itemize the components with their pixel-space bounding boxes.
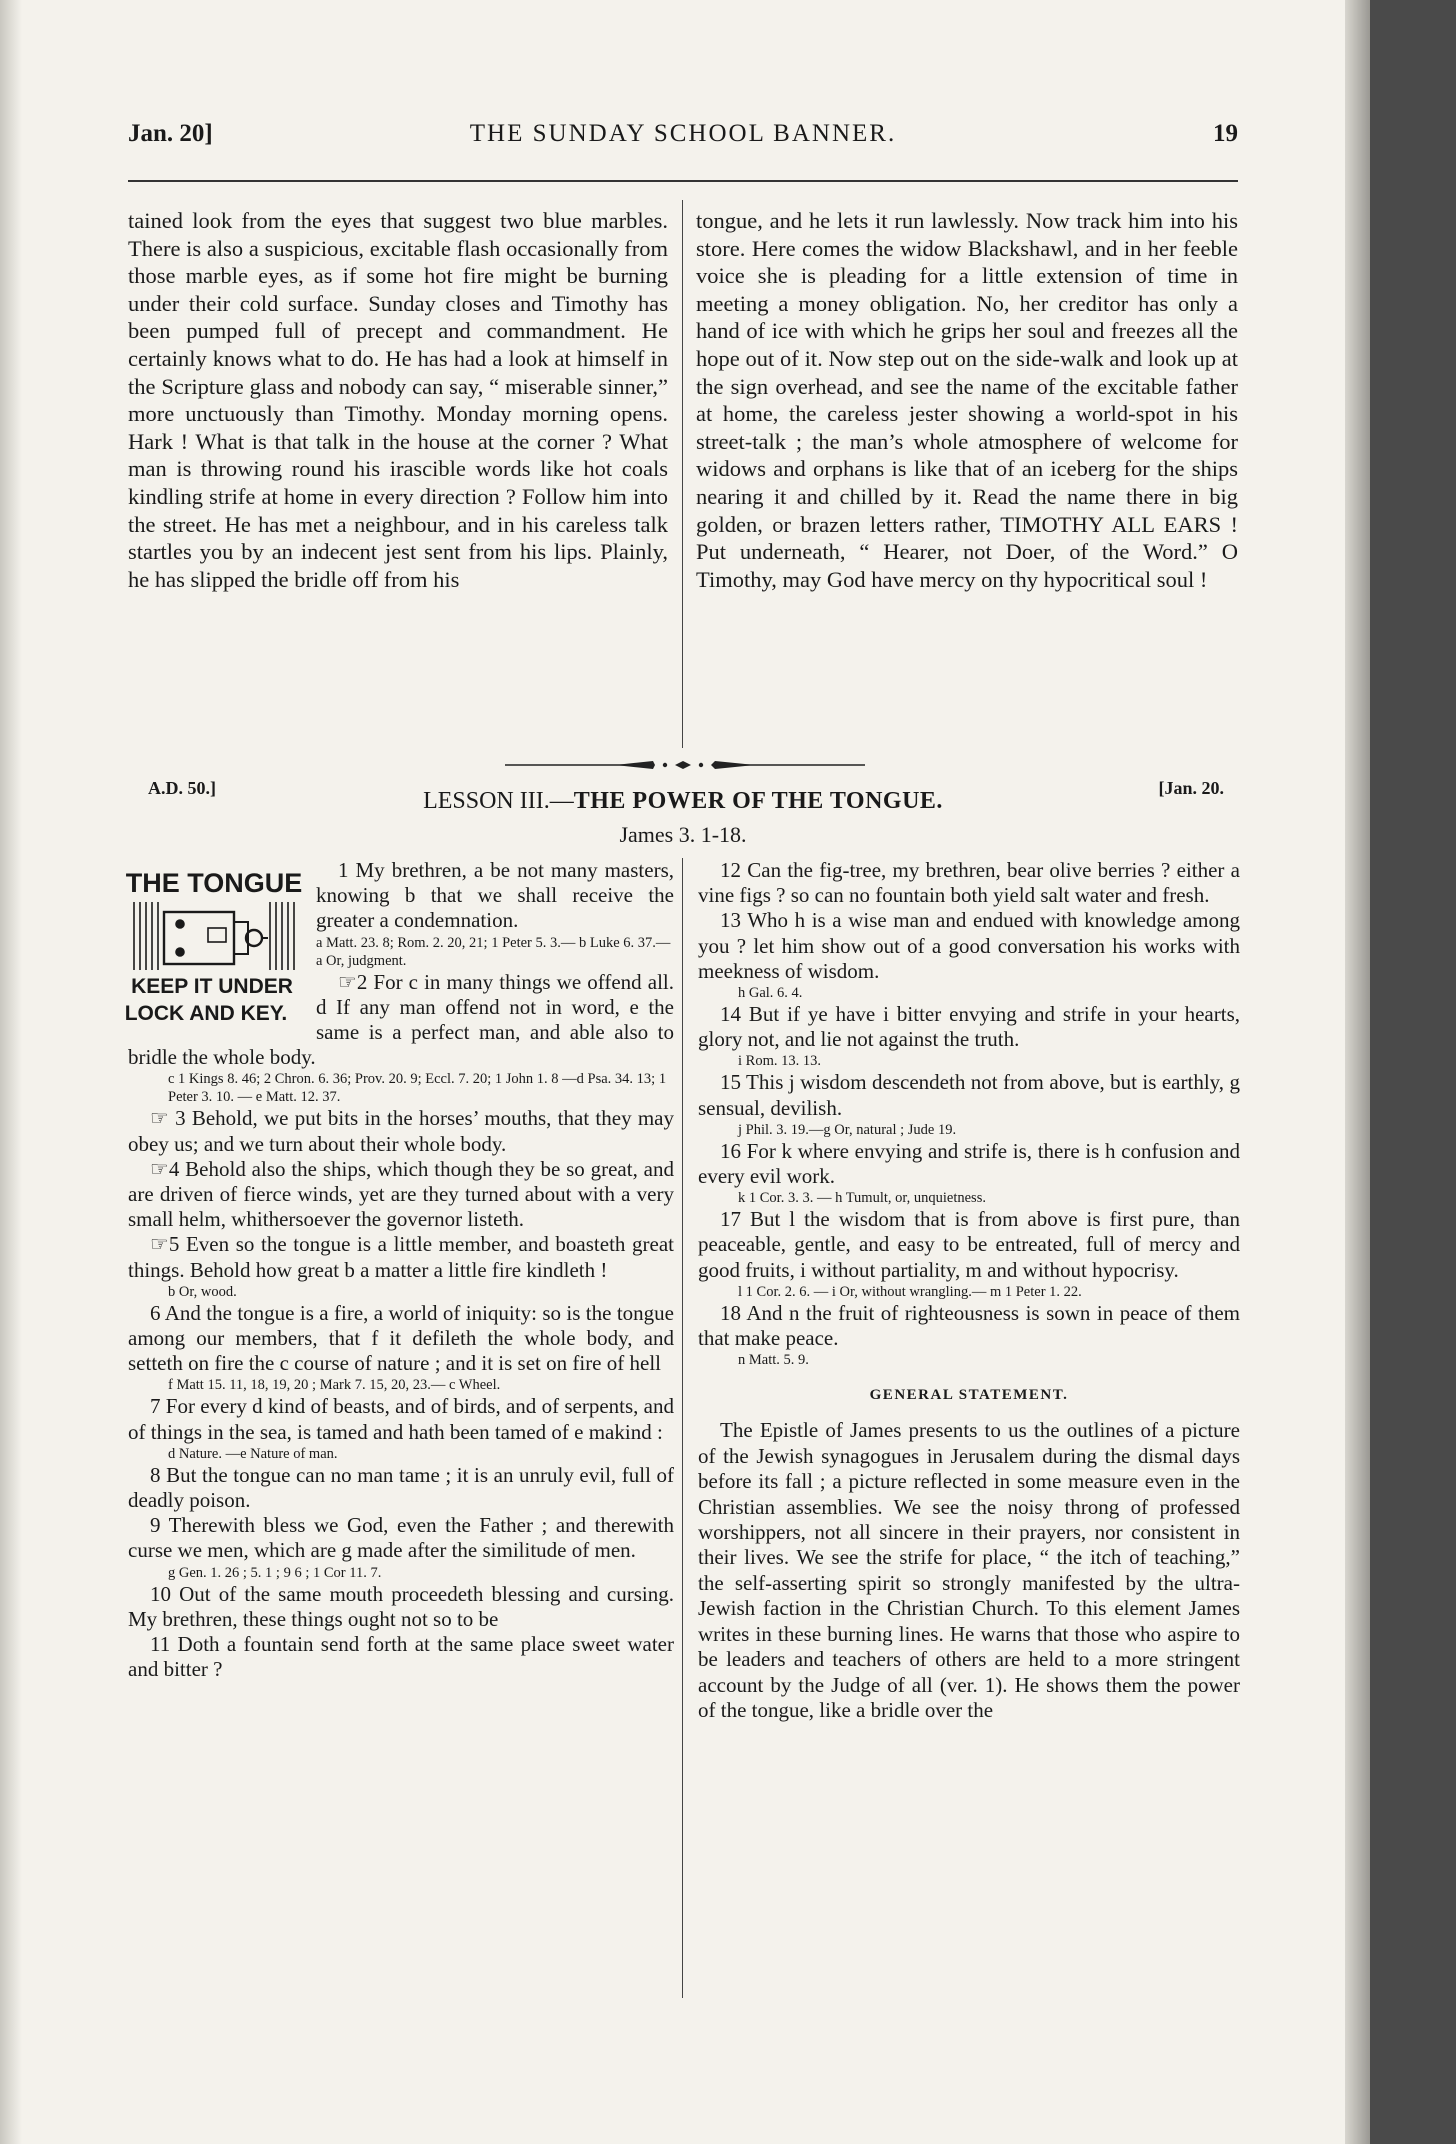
article-column-right bbox=[696, 207, 1238, 593]
verse-text: 1 My brethren, a be not many masters, knowing b that we shall receive the greater a condemnation. bbox=[316, 858, 674, 933]
verse-text: 7 For every d kind of beasts, and of birds, and of serpents, and of things in the sea, is tamed and hath been tamed of e makind : bbox=[128, 1394, 674, 1444]
verse-footnote: f Matt 15. 11, 18, 19, 20 ; Mark 7. 15, 20, 23.— c Wheel. bbox=[168, 1377, 501, 1394]
verse-text: 12 Can the fig-tree, my brethren, bear olive berries ? either a vine figs ? so can no fountain both yield salt water and fresh. bbox=[698, 858, 1240, 908]
verse-text: 18 And n the fruit of righteousness is sown in peace of them that make peace. bbox=[698, 1300, 1240, 1351]
running-header bbox=[128, 120, 1238, 160]
lesson-title bbox=[128, 788, 1238, 815]
header-date: Jan. 20] bbox=[128, 120, 213, 147]
verses-column-left bbox=[124, 858, 674, 1682]
emblem-line-2: KEEP IT UNDER bbox=[131, 975, 293, 998]
verse-text: 17 But l the wisdom that is from above is first pure, than peaceable, gentle, and easy to be entreated, full of mercy and good fruits, i without partiality, m and without hypocrisy. bbox=[698, 1207, 1240, 1282]
verse-footnote: i Rom. 13. 13. bbox=[738, 1053, 821, 1070]
verse-text: 9 Therewith bless we God, even the Father ; and therewith curse we men, which are g made after the similitude of men. bbox=[128, 1513, 674, 1563]
emblem-line-3: LOCK AND KEY. bbox=[124, 1002, 288, 1025]
article-text-right: tongue, and he lets it run lawlessly. Now track him into his store. Here comes the widow Blackshawl, and in her feeble voice she is pleading for a little extension of time in meeting a money obligation. No, her creditor has only a hand of ice with which he grips her soul and freezes all the hope out of it. Now step out on the side-walk and look up at the sign overhead, and see the name of the excitable father at home, the careless jester showing a world-spot in his street-talk ; the man’s whole atmosphere of welcome for widows and orphans is like that of an iceberg for the ships nearing it and chilled by it. Read the name there in big golden, or brazen letters rather, TIMOTHY ALL EARS ! Put underneath, “ Hearer, not Doer, of the Word.” O Timothy, may God have mercy on thy hypocritical soul ! bbox=[696, 208, 1238, 592]
verse-footnote: k 1 Cor. 3. 3. — h Tumult, or, unquietness. bbox=[738, 1190, 986, 1207]
lesson-number: LESSON III.— bbox=[423, 788, 574, 814]
verse-text: ☞4 Behold also the ships, which though they be so great, and are driven of fierce winds, yet are they turned about with a very small helm, whithersoever the governor listeth. bbox=[128, 1156, 674, 1232]
verse-text: ☞2 For c in many things we offend all. d If any man offend not in word, e the same is a perfect man, and able also to bridle the whole body. bbox=[128, 969, 674, 1070]
verse-text: 14 But if ye have i bitter envying and strife in your hearts, glory not, and lie not against the truth. bbox=[698, 1002, 1240, 1052]
header-rule bbox=[128, 180, 1238, 182]
scripture-reference: James 3. 1-18. bbox=[619, 822, 747, 847]
general-statement-text: The Epistle of James presents to us the outlines of a picture of the Jewish synagogues in Jerusalem during the dismal days before its fall ; a picture reflected in some measure even in the Christian assemblies. We see the noisy throng of professed worshippers, not all sincere in their prayers, nor consistent in their lives. We see the strife for place, “ the itch of teaching,” the self-asserting spirit so strongly manifested by the ultra-Jewish faction in the Christian Church. To this element James writes in these burning lines. He warns that those who aspire to be leaders and teachers of others are held to a more stringent account by the Judge of all (ver. 1). He shows them the power of the tongue, like a bridle over the bbox=[698, 1418, 1240, 1722]
verse-text: 11 Doth a fountain send forth at the same place sweet water and bitter ? bbox=[128, 1632, 674, 1682]
ornamental-divider bbox=[505, 758, 865, 772]
verse-text: 6 And the tongue is a fire, a world of iniquity: so is the tongue among our members, that f it defileth the whole body, and setteth on fire the c course of nature ; and it is set on fire of hell bbox=[128, 1300, 674, 1376]
page-number: 19 bbox=[1213, 120, 1238, 147]
article-column-left bbox=[128, 207, 668, 593]
tongue-lock-emblem bbox=[124, 858, 304, 1030]
general-statement bbox=[698, 1418, 1240, 1723]
verse-list-right bbox=[698, 858, 1240, 1369]
column-divider-top bbox=[682, 200, 683, 748]
emblem-line-1: THE TONGUE bbox=[125, 868, 303, 898]
verse-footnote: g Gen. 1. 26 ; 5. 1 ; 9 6 ; 1 Cor 11. 7. bbox=[168, 1564, 382, 1581]
magazine-title: THE SUNDAY SCHOOL BANNER. bbox=[469, 120, 897, 147]
verse-footnote: j Phil. 3. 19.—g Or, natural ; Jude 19. bbox=[738, 1121, 957, 1138]
verse-text: ☞5 Even so the tongue is a little member, and boasteth great things. Behold how great b a matter a little fire kindleth ! bbox=[128, 1232, 674, 1282]
verses-column-right bbox=[698, 858, 1240, 1723]
verse-text: 15 This j wisdom descendeth not from above, but is earthly, g sensual, devilish. bbox=[698, 1070, 1240, 1120]
verse-footnote: a Matt. 23. 8; Rom. 2. 20, 21; 1 Peter 5. 3.— b Luke 6. 37.— a Or, judgment. bbox=[316, 934, 671, 969]
verse-text: ☞ 3 Behold, we put bits in the horses’ mouths, that they may obey us; and we turn about their whole body. bbox=[128, 1106, 674, 1156]
verse-footnote: b Or, wood. bbox=[168, 1283, 237, 1300]
lesson-year: A.D. 50.] bbox=[148, 778, 216, 798]
verse-footnote: l 1 Cor. 2. 6. — i Or, without wrangling.— m 1 Peter 1. 22. bbox=[738, 1283, 1082, 1300]
verse-text: 13 Who h is a wise man and endued with knowledge among you ? let him show out of a good conversation his works with meekness of wisdom. bbox=[698, 908, 1240, 983]
verse-text: 16 For k where envying and strife is, there is h confusion and every evil work. bbox=[698, 1138, 1240, 1189]
article-text-left: tained look from the eyes that suggest two blue marbles. There is also a suspicious, excitable flash occasionally from those marble eyes, as if some hot fire might be burning under their cold surface. Sunday closes and Timothy has been pumped full of precept and commandment. He certainly knows what to do. He has had a look at himself in the Scripture glass and nobody can say, “ miserable sinner,” more unctuously than Timothy. Monday morning opens. Hark ! What is that talk in the house at the corner ? What man is throwing round his irascible words like hot coals kindling strife at home in every direction ? Follow him into the street. He has met a neighbour, and in his careless talk startles you by an indecent jest sent from his lips. Plainly, he has slipped the bridle off from his bbox=[128, 208, 668, 592]
verse-text: 8 But the tongue can no man tame ; it is an unruly evil, full of deadly poison. bbox=[128, 1462, 674, 1513]
column-divider-bottom bbox=[682, 858, 683, 1998]
verse-footnote: d Nature. —e Nature of man. bbox=[168, 1445, 338, 1462]
page-edge-shadow bbox=[1345, 0, 1370, 2144]
verse-text: 10 Out of the same mouth proceedeth blessing and cursing. My brethren, these things ought not so to be bbox=[128, 1581, 674, 1631]
lesson-date: [Jan. 20. bbox=[1158, 778, 1224, 798]
page-gutter-shadow bbox=[0, 0, 22, 2144]
verse-footnote: c 1 Kings 8. 46; 2 Chron. 6. 36; Prov. 20. 9; Eccl. 7. 20; 1 John 1. 8 —d Psa. 34. 13; 1 Peter 3. 10. — e Matt. 12. 37. bbox=[168, 1071, 667, 1106]
general-statement-heading: GENERAL STATEMENT. bbox=[869, 1387, 1069, 1404]
lesson-title-text: THE POWER OF THE TONGUE. bbox=[573, 788, 943, 814]
verse-footnote: n Matt. 5. 9. bbox=[738, 1352, 809, 1369]
verse-footnote: h Gal. 6. 4. bbox=[738, 985, 803, 1002]
